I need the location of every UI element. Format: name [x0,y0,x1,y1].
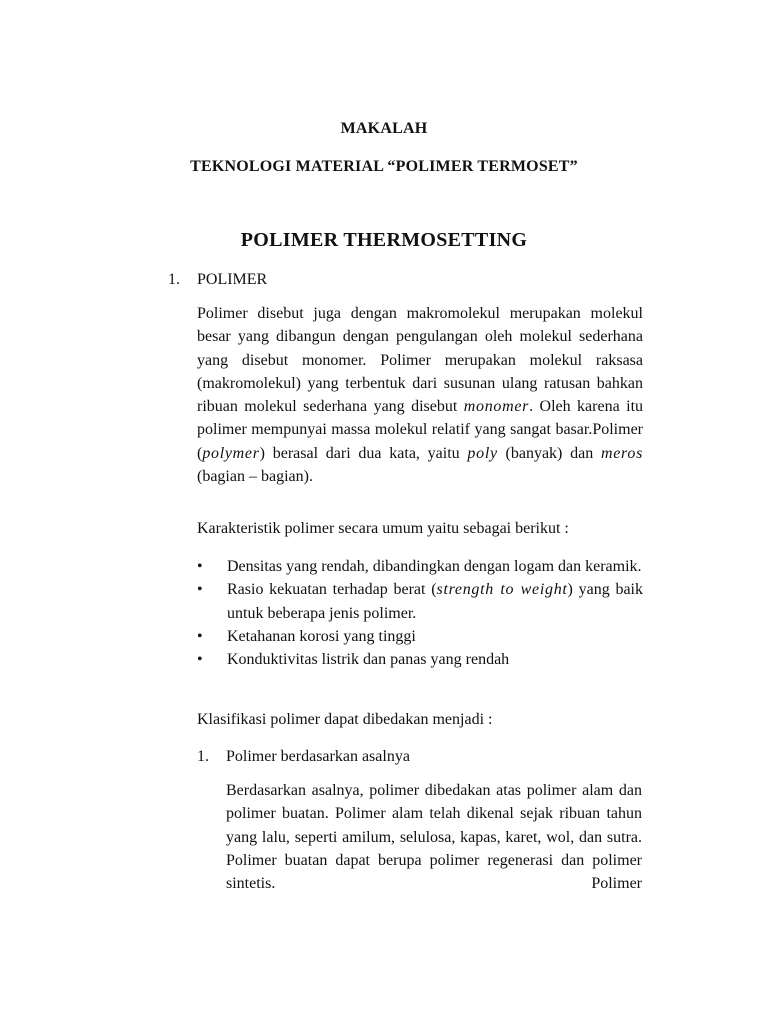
paragraph-text: Polimer disebut juga dengan makromolekul merupakan molekul besar yang dibangun dengan pengulangan oleh molekul sederhana yang disebut monomer. Polimer merupakan molekul raksasa (makromolekul) yang terbentuk dari susunan ulang ratusan bahkan ribuan molekul sederhana yang disebut [197,305,643,416]
list-item-text: Konduktivitas listrik dan panas yang rendah [227,651,510,669]
list-item-text: Ketahanan korosi yang tinggi [227,627,416,645]
list-item [197,648,643,671]
main-heading: POLIMER THERMOSETTING [240,229,528,251]
list-item [197,625,643,648]
paragraph-text: (bagian – bagian). [197,468,313,486]
term-monomer: monomer [463,398,530,416]
section-1-number: 1. [168,271,180,288]
paragraph-text: . Oleh karena itu polimer mempunyai massa molekul relatif yang sangat basar.Polimer ( [197,398,644,462]
bullet-icon: • [197,558,203,575]
term-strength-to-weight: strength to weight [436,581,568,599]
paragraph-text: (banyak) dan [497,444,601,462]
bullet-icon: • [197,581,203,599]
document-title: MAKALAH [340,120,428,137]
list-item [197,578,643,625]
subsection-1-title: Polimer berdasarkan asalnya [226,748,410,765]
polimer-definition-paragraph [197,302,643,488]
list-item-text: Densitas yang rendah, dibandingkan dengan logam dan keramik. [227,558,642,575]
term-polymer: polymer [202,444,260,462]
document-subtitle: TEKNOLOGI MATERIAL “POLIMER TERMOSET” [190,158,578,175]
classification-intro: Klasifikasi polimer dapat dibedakan menjadi : [197,711,493,728]
subsection-1-number: 1. [197,748,209,765]
bullet-icon: • [197,651,203,669]
list-item [197,555,643,578]
bullet-icon: • [197,627,203,645]
characteristics-list [197,555,643,671]
section-1-title: POLIMER [197,271,268,288]
characteristics-intro: Karakteristik polimer secara umum yaitu sebagai berikut : [197,520,569,537]
subsection-1-paragraph: Berdasarkan asalnya, polimer dibedakan atas polimer alam dan polimer buatan. Polimer alam telah dikenal sejak ribuan tahun yang lalu, seperti amilum, selulosa, kapas, karet, wol, dan sutra. Polimer buatan dapat berupa polimer regenerasi dan polimer sintetis. Polimer [226,782,642,893]
term-meros: meros [601,444,644,462]
list-item-text: ) yang baik untuk beberapa jenis polimer. [227,581,643,622]
term-poly: poly [467,444,498,462]
list-item-text: Rasio kekuatan terhadap berat ( [227,581,437,599]
paragraph-text: ) berasal dari dua kata, yaitu [259,444,468,462]
